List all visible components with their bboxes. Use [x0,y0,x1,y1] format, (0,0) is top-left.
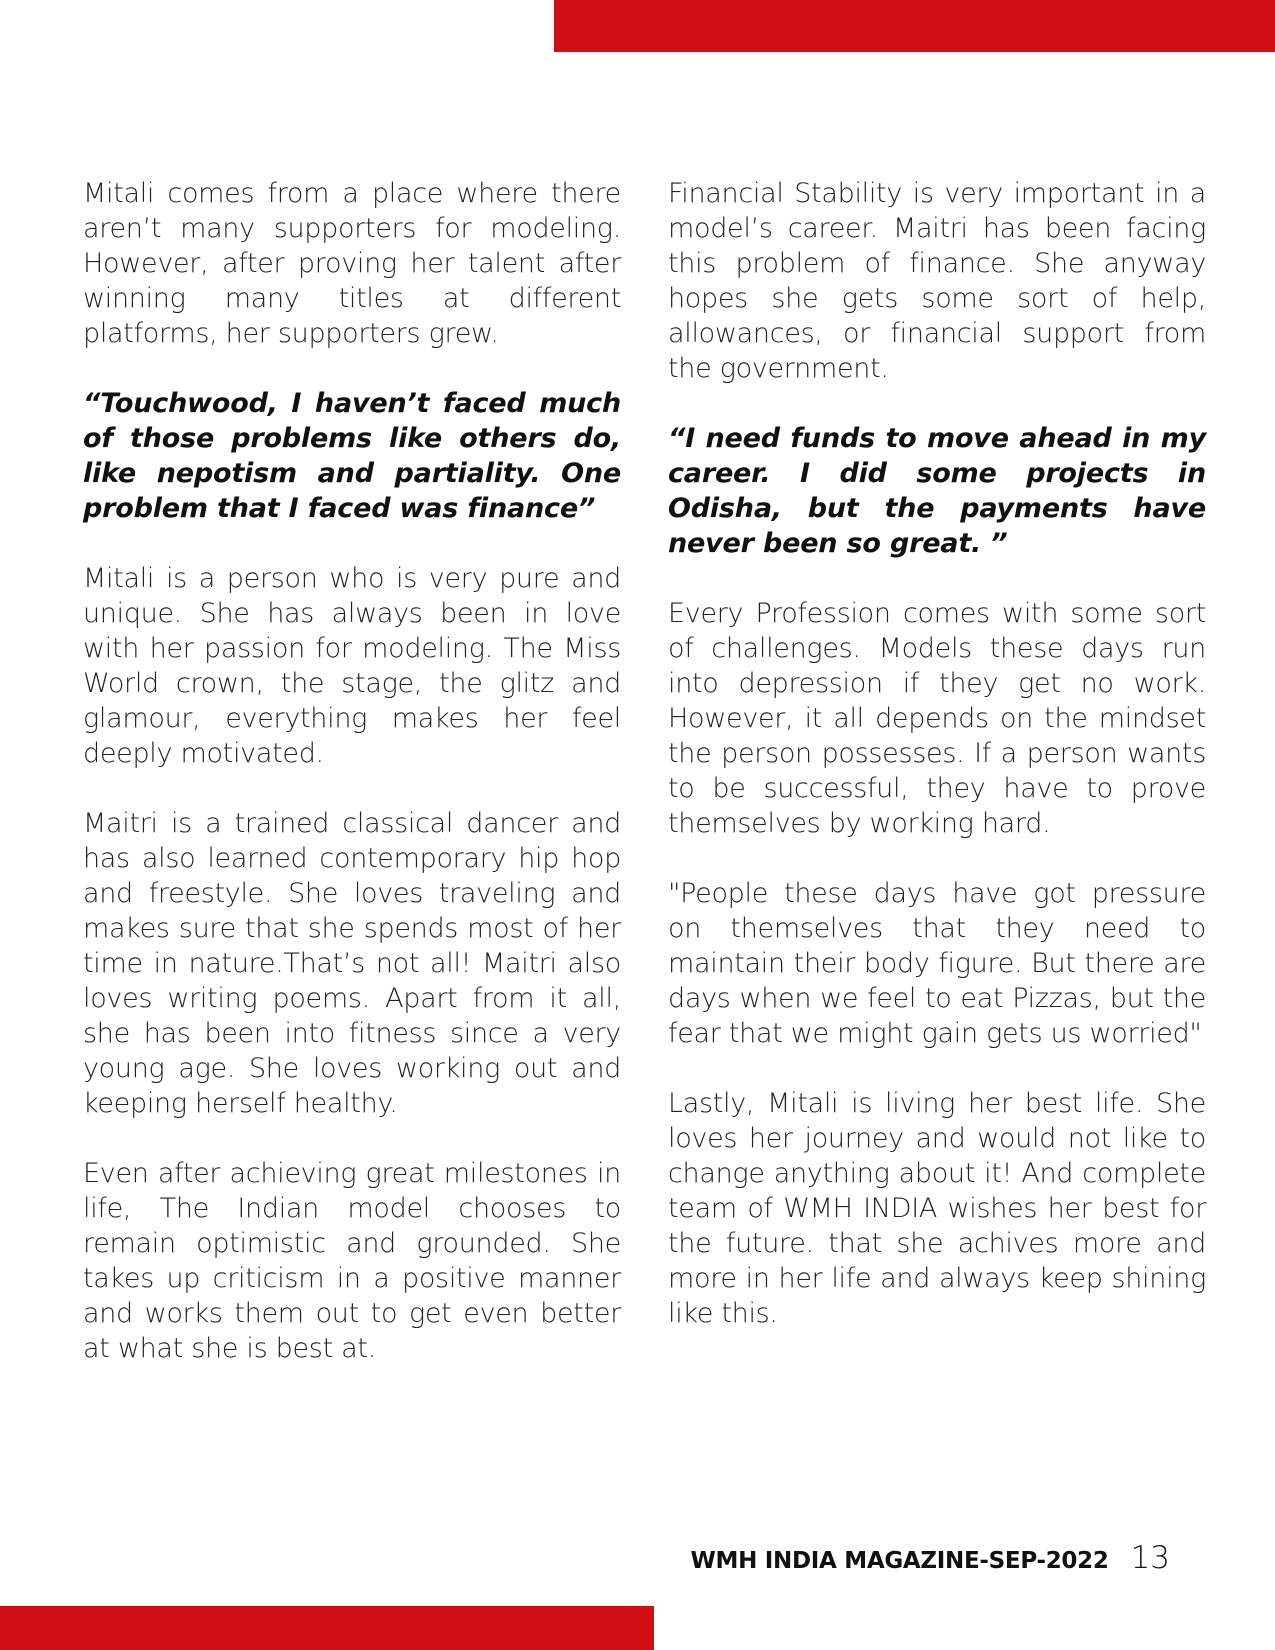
left-paragraph-1: Mitali comes from a place where there aren’t many supporters for modeling. However, after proving her talent after winning many titles at different platforms, her supporters grew. [83,178,621,349]
right-paragraph-3: "People these days have got pressure on themselves that they need to maintain their body figure. But there are days when we feel to eat Pizzas, but the fear that we might gain gets us worried" [668,878,1206,1049]
left-paragraph-3: Maitri is a trained classical dancer and has also learned contemporary hip hop and freestyle. She loves traveling and makes sure that she spends most of her time in nature.That’s not all! Maitri also loves writing poems. Apart from it all, she has been into fitness since a very young age. She loves working out and keeping herself healthy. [83,808,621,1119]
page-number: 13 [1130,1540,1170,1576]
left-pull-quote: “Touchwood, I haven’t faced much of those problems like others do, like nepotism and partiality. One problem that I faced was finance” [83,388,621,524]
left-paragraph-2: Mitali is a person who is very pure and unique. She has always been in love with her passion for modeling. The Miss World crown, the stage, the glitz and glamour, everything makes her feel deeply motivated. [83,563,621,769]
left-column [83,176,621,1401]
magazine-title: WMH INDIA MAGAZINE-SEP-2022 [690,1548,1109,1574]
left-paragraph-4: Even after achieving great milestones in life, The Indian model chooses to remain optimistic and grounded. She takes up criticism in a positive manner and works them out to get even better at what she is best at. [83,1158,621,1364]
right-paragraph-4: Lastly, Mitali is living her best life. She loves her journey and would not like to change anything about it! And complete team of WMH INDIA wishes her best for the future. that she achives more and more in her life and always keep shining like this. [668,1088,1206,1329]
bottom-accent-bar [0,1606,654,1650]
right-pull-quote: “I need funds to move ahead in my career. I did some projects in Odisha, but the payments have never been so great. ” [668,423,1206,559]
right-paragraph-1: Financial Stability is very important in a model’s career. Maitri has been facing this problem of finance. She anyway hopes she gets some sort of help, allowances, or financial support from the government. [668,178,1206,384]
right-column [668,176,1206,1366]
page-footer [690,1540,1170,1576]
right-paragraph-2: Every Profession comes with some sort of challenges. Models these days run into depression if they get no work. However, it all depends on the mindset the person possesses. If a person wants to be successful, they have to prove themselves by working hard. [668,598,1206,839]
top-accent-bar [554,0,1275,52]
